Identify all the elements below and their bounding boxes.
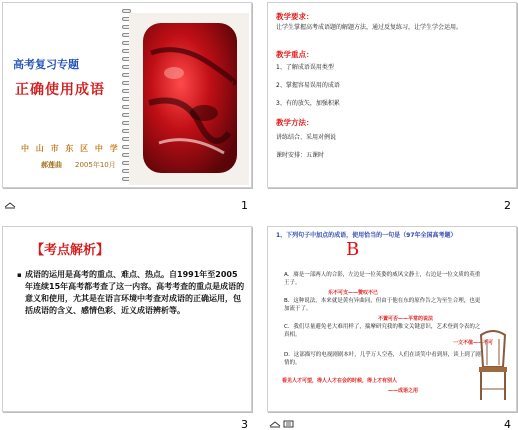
slide-4[interactable]	[267, 226, 517, 412]
slide-transition-icon[interactable]	[4, 201, 16, 209]
slide4-answer: B	[346, 239, 360, 260]
chair-illustration	[473, 327, 513, 402]
slide4-footer-note-1: 看见人才可望，得人人才在会的时候，得上才有别人	[282, 378, 398, 384]
slide-number-1: 1	[241, 199, 248, 212]
slide2-hours-text: 课时安排：五课时	[276, 152, 325, 159]
slide-transition-icon[interactable]	[269, 420, 281, 428]
slide4-note-a: 乐不可支——赞叹不已	[328, 290, 379, 296]
slide2-method-heading: 教学方法：	[276, 118, 314, 127]
slide1-author: 郝莲曲	[41, 161, 62, 169]
slide4-note-b: 不置可否——平常的说法	[378, 316, 434, 322]
slide2-focus-item-3: 3、有的放矢，加强积累	[276, 100, 340, 107]
slide-1[interactable]	[2, 2, 252, 188]
slide2-focus-item-2: 2、掌握容易误用的成语	[276, 82, 340, 89]
slide-2[interactable]	[267, 2, 517, 188]
slide4-option-b: B．这种说法，本来就是黄有异曲同，但由于他在东的原作告之为至生合理，也更加流于了。	[284, 298, 481, 312]
slide4-option-d: D．这部描写的电视剧剧本叶，几乎万人空巷，人们在谈笑中看到屏，谈上到了剧情的。	[284, 352, 481, 366]
slide3-body: 成语的运用是高考的重点、难点、热点。自1991年至2005年连续15年高考都考查了这一内容。高考考查的重点是成语的意义和使用，尤其是在语言环境中考查对成语的正确运用，包括成语的含义、感情色彩、近义成语辨析等。	[25, 270, 245, 315]
slide-3[interactable]	[2, 226, 252, 412]
slide4-option-c: C．我们尽量避免老大难用样了，揣摩研究我的稚文关键意识，艺术登到令表的之真相。	[284, 324, 481, 338]
bullet-icon: ▪	[17, 271, 22, 279]
slide1-title-sub: 正确使用成语	[15, 82, 105, 98]
slide-number-4: 4	[504, 418, 511, 430]
slide4-footer-note-2: ——成语之用	[388, 388, 419, 394]
slide2-req-heading: 教学要求：	[276, 12, 314, 21]
slide2-method-text: 讲练结合、采用对例说	[276, 134, 337, 141]
slide2-focus-item-1: 1、了解成语误用类型	[276, 64, 334, 71]
slide1-school: 中 山 市 东 区 中 学	[21, 144, 120, 153]
slide4-question: 1、下列句子中加点的成语，使用恰当的一句是（97年全国高考题）	[276, 232, 457, 239]
notes-icon[interactable]	[283, 420, 295, 428]
slide-number-2: 2	[504, 199, 511, 212]
slide1-date: 2005年10月	[75, 161, 116, 169]
slide3-heading: 【考点解析】	[31, 243, 110, 258]
seal-stone-photo	[129, 13, 249, 185]
slide2-focus-heading: 教学重点：	[276, 50, 314, 59]
slide4-note-c: 一文不值——不可	[453, 340, 494, 346]
slide2-req-text: 让学生掌握高考成语题的解题方法，通过反复练习，让学生学会运用。	[276, 24, 463, 31]
slide-number-3: 3	[241, 418, 248, 430]
slide4-option-a: A．赓是一部两人的合影，左边是一位英姿的威风文静士，右边是一位文质的英重王子。	[284, 272, 481, 286]
slide1-title-main: 高考复习专题	[13, 58, 79, 71]
